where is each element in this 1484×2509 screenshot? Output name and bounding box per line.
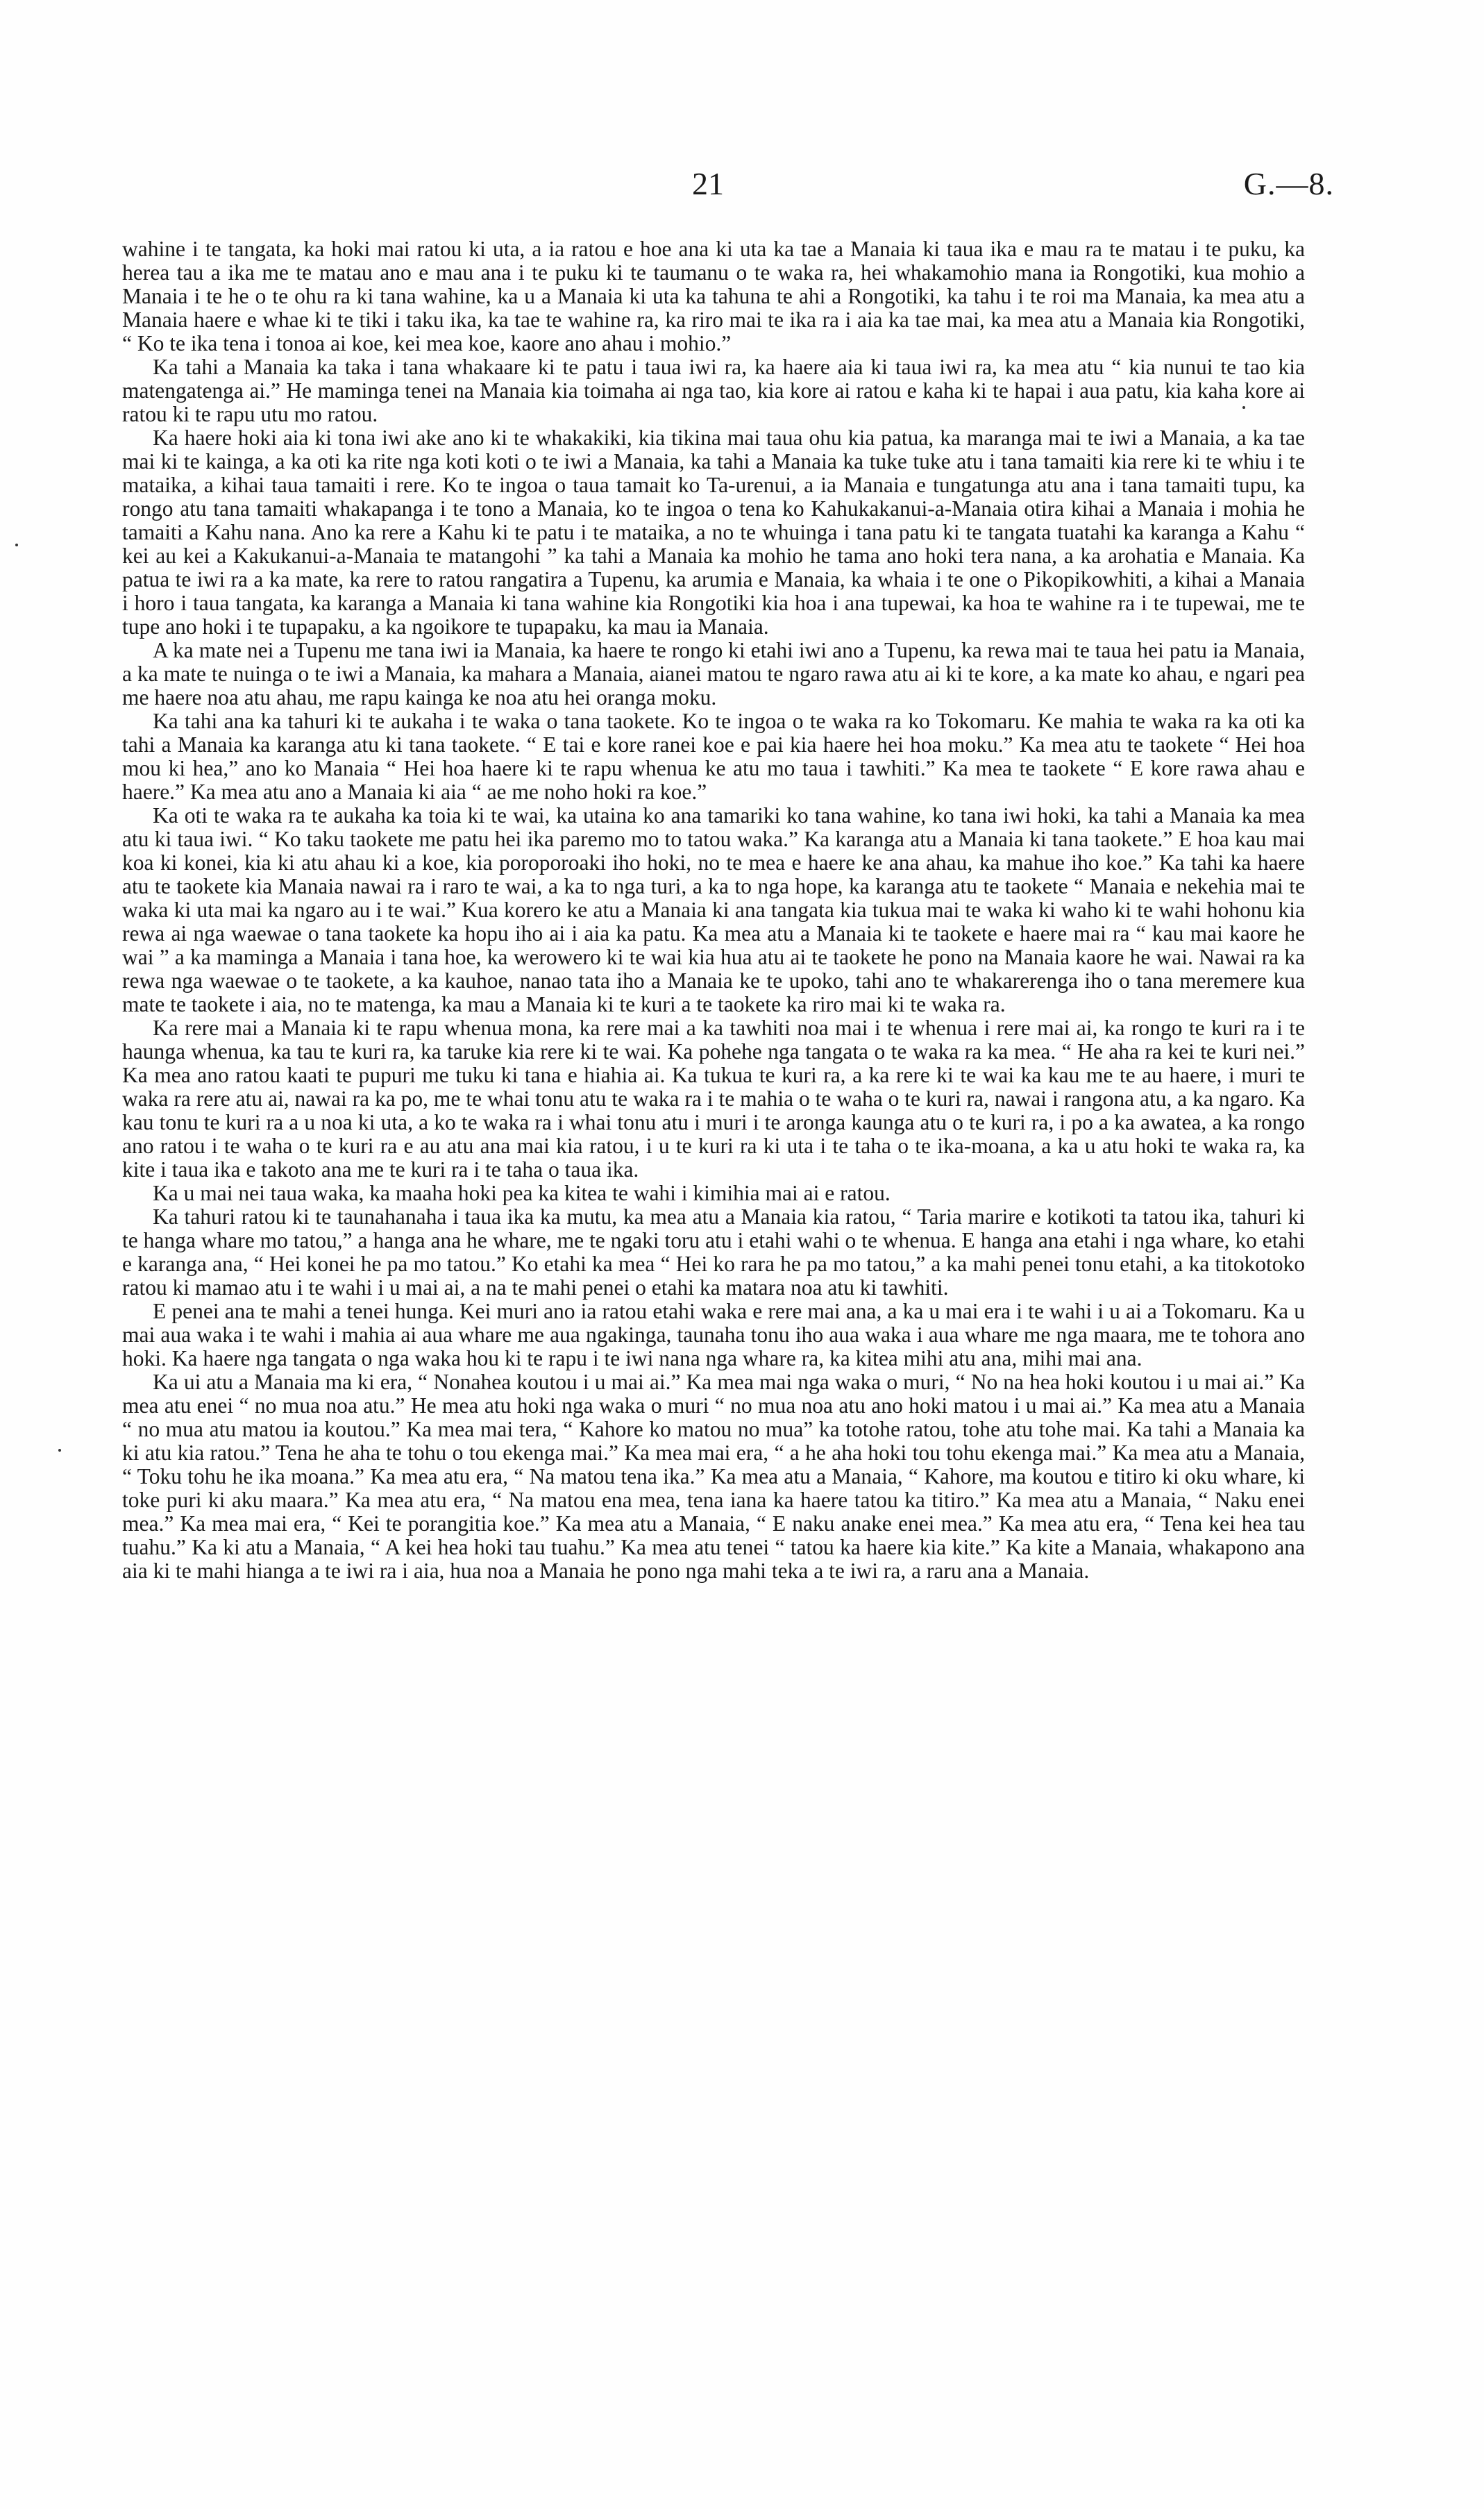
paragraph: wahine i te tangata, ka hoki mai ratou ki uta, a ia ratou e hoe ana ki uta ka tae a Manaia ki taua ika e mau ra te matau i te puku, ka herea tau a ika me te matau ano e mau ana i te puku ki te taumanu o te waka ra, hei whakamohio mana ia Rongotiki, kua mohio a Manaia i te he o te ohu ra ki tana wahine, ka u a Manaia ki uta ka tahuna te ahi a Rongotiki, ka tahu i te roi ma Manaia, ka mea atu a Manaia haere e whae ki te tiki i taku ika, ka tae te wahine ra, ka riro mai te ika ra i aia ka tae mai, ka mea atu a Manaia kia Rongotiki, “ Ko te ika tena i tonoa ai koe, kei mea koe, kaore ano ahau i mohio.”: [122, 237, 1305, 355]
margin-mark: [15, 544, 18, 546]
paragraph: Ka ui atu a Manaia ma ki era, “ Nonahea koutou i u mai ai.” Ka mea mai nga waka o muri, “ No na hea hoki koutou i u mai ai.” Ka mea atu enei “ no mua noa atu.” He mea atu hoki nga waka o muri “ no mua noa atu ano hoki matou i u mai ai.” Ka mea atu a Manaia “ no mua atu matou ia koutou.” Ka mea mai tera, “ Kahore ko matou no mua” ka totohe ratou, tohe atu tohe mai. Ka tahi a Manaia ka ki atu kia ratou.” Tena he aha te tohu o tou ekenga mai.” Ka mea mai era, “ a he aha hoki tou tohu ekenga mai.” Ka mea atu a Manaia, “ Toku tohu he ika moana.” Ka mea atu era, “ Na matou tena ika.” Ka mea atu a Manaia, “ Kahore, ma koutou e titiro ki oku whare, ki toke puri ki aku maara.” Ka mea atu era, “ Na matou ena mea, tena iana ka haere tatou ka titiro.” Ka mea atu a Manaia, “ Naku enei mea.” Ka mea mai era, “ Kei te porangitia koe.” Ka mea atu a Manaia, “ E naku anake enei mea.” Ka mea atu era, “ Tena kei hea tau tuahu.” Ka ki atu a Manaia, “ A kei hea hoki tau tuahu.” Ka mea atu tenei “ tatou ka haere kia kite.” Ka kite a Manaia, whakapono ana aia ki te mahi hianga a te iwi ra i aia, hua noa a Manaia he pono nga mahi teka a te iwi ra, a raru ana a Manaia.: [122, 1370, 1305, 1583]
document-reference: G.—8.: [1243, 166, 1334, 201]
paragraph: A ka mate nei a Tupenu me tana iwi ia Manaia, ka haere te rongo ki etahi iwi ano a Tupenu, ka rewa mai te taua hei patu ia Manaia, a ka mate te nuinga o te iwi a Manaia, ka mahara a Manaia, aianei matou te ngaro rawa atu ai ki te kore, a ka mate ko ahau, e ngari pea me haere noa atu ahau, me rapu kainga ke noa atu hei oranga moku.: [122, 638, 1305, 710]
paragraph: Ka rere mai a Manaia ki te rapu whenua mona, ka rere mai a ka tawhiti noa mai i te whenua i rere mai ai, ka rongo te kuri ra i te haunga whenua, ka tau te kuri ra, ka taruke kia rere ki te wai. Ka pohehe nga tangata o te waka ra ka mea. “ He aha ra kei te kuri nei.” Ka mea ano ratou kaati te pupuri me tuku ki tana e hiahia ai. Ka tukua te kuri ra, a ka rere ki te wai ka kau me te au haere, i muri te waka ra rere atu ai, nawai ra ka po, me te whai tonu atu te waka ra i te mahia o te waha o te kuri ra, nawai i rangona atu, a ka ngaro. Ka kau tonu te kuri ra a u noa ki uta, a ko te waka ra i whai tonu atu i muri i te aronga kaunga atu o te kuri ra, i po a ka awatea, a ka rongo ano ratou i te waha o te kuri ra e au atu ana mai kia ratou, i u te kuri ra ki uta i te taha o te ika-moana, a ka u atu hoki te waka ra, ka kite i taua ika e takoto ana me te kuri ra i te taha o taua ika.: [122, 1016, 1305, 1182]
paragraph: Ka tahi a Manaia ka taka i tana whakaare ki te patu i taua iwi ra, ka haere aia ki taua iwi ra, ka mea atu “ kia nunui te tao kia matengatenga ai.” He maminga tenei na Manaia kia toimaha ai nga tao, kia kore ai ratou e kaha ki te hapai i aua patu, kia kaha kore ai ratou ki te rapu utu mo ratou.: [122, 355, 1305, 426]
page-number: 21: [692, 166, 724, 201]
paragraph: Ka oti te waka ra te aukaha ka toia ki te wai, ka utaina ko ana tamariki ko tana wahine, ko tana iwi hoki, ka tahi a Manaia ka mea atu ki taua iwi. “ Ko taku taokete me patu hei ika paremo mo to tatou waka.” Ka karanga atu a Manaia ki tana taokete.” E hoa kau mai koa ki konei, kia ki atu ahau ki a koe, kia poroporoaki iho hoki, no te mea e haere ke ana ahau, ka mahue iho koe.” Ka tahi ka haere atu te taokete kia Manaia nawai ra i raro te wai, a ka to nga turi, a ka to nga hope, ka karanga atu te taokete “ Manaia e nekehia mai te waka ki uta mai ka ngaro au i te wai.” Kua korero ke atu a Manaia ki ana tangata kia tukua mai te waka ki waho ki te wahi hohonu kia rewa ai nga waewae o tana taokete ka hopu iho ai i aia ka patu. Ka mea atu a Manaia ki te taokete e haere mai ra “ kau mai kaore he wai ” a ka maminga a Manaia i tana hoe, ka werowero ki te wai kia hua atu ai te taokete he pono na Manaia kaore he wai. Nawai ra ka rewa nga waewae o te taokete, a ka kauhoe, nanao tata iho a Manaia ke te upoko, tahi ano te whakarerenga iho o tana meremere kua mate te taokete i aia, no te matenga, ka mau a Manaia ki te kuri a te taokete ka riro mai ki te waka ra.: [122, 803, 1305, 1016]
paragraph: Ka haere hoki aia ki tona iwi ake ano ki te whakakiki, kia tikina mai taua ohu kia patua, ka maranga mai te iwi a Manaia, a ka tae mai ki te kainga, a ka oti ka rite nga koti koti o te iwi a Manaia, ka tahi a Manaia ka tuke tuke atu i tana tamaiti kia rere ki te whiu i te mataika, a kihai taua tamaiti i rere. Ko te ingoa o taua tamait ko Ta-urenui, a ia Manaia e tungatunga atu ana i tana tamaiti tupu, ka rongo atu tana tamaiti whakapanga i te tono a Manaia, ko te ingoa o tena ko Kahukakanui-a-Manaia otira kihai a Manaia i mohia he tamaiti a Kahu nana. Ano ka rere a Kahu ki te patu i te mataika, a no te whuinga i tana patu ki te tangata tuatahi ka karanga a Kahu “ kei au kei a Kakukanui-a-Manaia te matangohi ” ka tahi a Manaia ka mohio he tama ano hoki tera nana, a ka arohatia e Manaia. Ka patua te iwi ra a ka mate, ka rere to ratou rangatira a Tupenu, ka arumia e Manaia, ka whaia i te one o Pikopikowhiti, a kihai a Manaia i horo i taua tangata, ka karanga a Manaia ki tana wahine kia Rongotiki kia hoa i ana tupewai, ka hoa te wahine ra i te tupewai, me te tupe ano hoki i te tupapaku, a ka ngoikore te tupapaku, ka mau ia Manaia.: [122, 426, 1305, 639]
paragraph: Ka u mai nei taua waka, ka maaha hoki pea ka kitea te wahi i kimihia mai ai e ratou.: [153, 1181, 891, 1205]
paragraph: E penei ana te mahi a tenei hunga. Kei muri ano ia ratou etahi waka e rere mai ana, a ka u mai era i te wahi i u ai a Tokomaru. Ka u mai aua waka i te wahi i mahia ai aua whare me aua ngakinga, taunaha tonu iho aua waka i aua whare me nga maara, me te tohora ano hoki. Ka haere nga tangata o nga waka hou ki te rapu i te iwi nana nga whare ra, ka kitea mihi atu ana, mihi mai ana.: [122, 1299, 1305, 1370]
margin-mark: [58, 1449, 61, 1452]
body-text: [122, 237, 1305, 1583]
paragraph: Ka tahi ana ka tahuri ki te aukaha i te waka o tana taokete. Ko te ingoa o te waka ra ko Tokomaru. Ke mahia te waka ra ka oti ka tahi a Manaia ka karanga atu ki tana taokete. “ E tai e kore ranei koe e pai kia haere hei hoa moku.” Ka mea atu te taokete “ Hei hoa mou ki hea,” ano ko Manaia “ Hei hoa haere ki te rapu whenua ke atu mo taua i tawhiti.” Ka mea te taokete “ E kore rawa ahau e haere.” Ka mea atu ano a Manaia ki aia “ ae me noho hoki ra koe.”: [122, 709, 1305, 804]
paragraph: Ka tahuri ratou ki te taunahanaha i taua ika ka mutu, ka mea atu a Manaia kia ratou, “ Taria marire e kotikoti ta tatou ika, tahuri ki te hanga whare mo tatou,” a hanga ana he whare, me te ngaki toru atu i etahi wahi o te whenua. E hanga ana etahi i nga whare, ko etahi e karanga ana, “ Hei konei he pa mo tatou.” Ko etahi ka mea “ Hei ko rara he pa mo tatou,” a ka mahi penei tonu etahi, a ka titokotoko ratou ki mamao atu i te wahi i u mai ai, a na te mahi penei o etahi ka matara noa atu ki tawhiti.: [122, 1205, 1305, 1300]
